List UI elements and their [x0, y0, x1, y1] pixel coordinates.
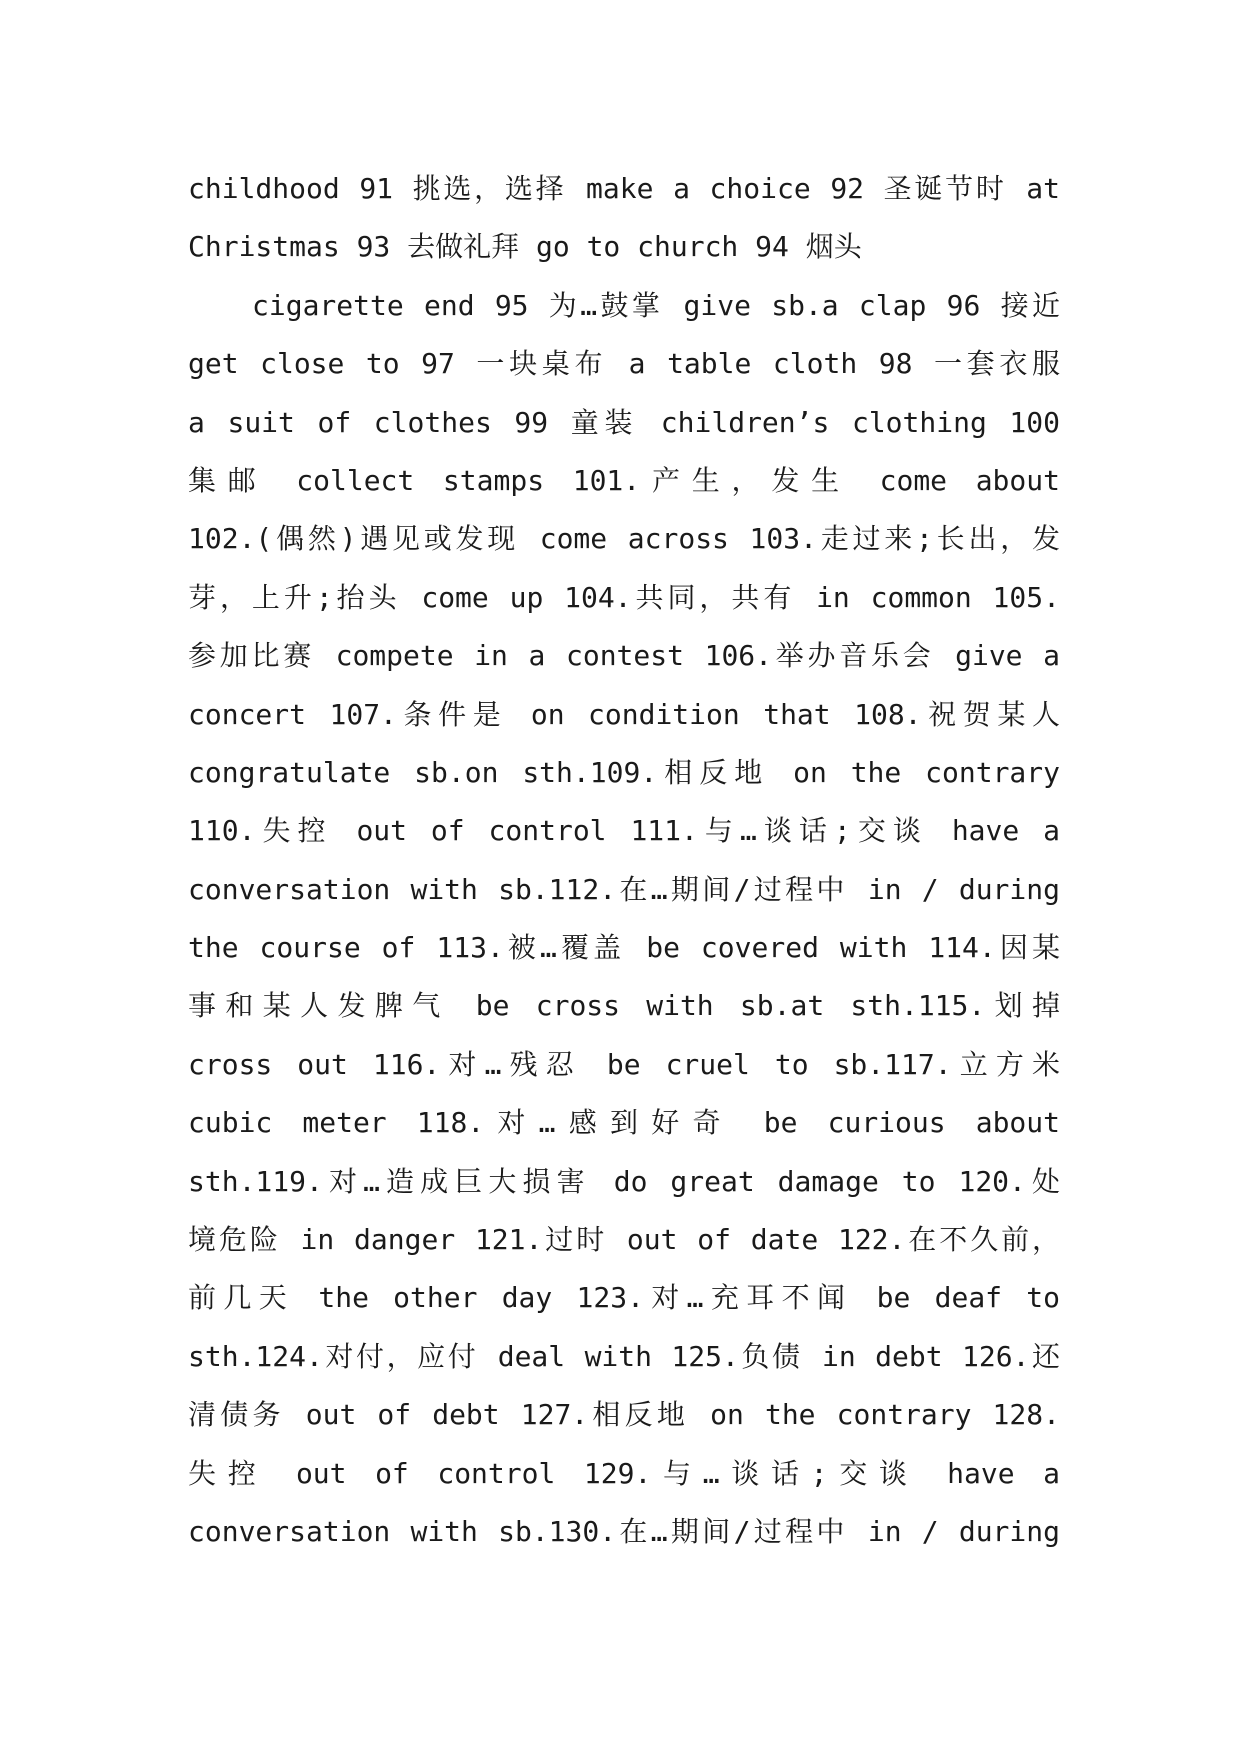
text-line: cross out 116.对…残忍 be cruel to sb.117.立方米 [188, 1047, 1060, 1081]
text-line: sth.119.对…造成巨大损害 do great damage to 120.处 [188, 1164, 1060, 1198]
text-line: 集邮 collect stamps 101.产生，发生 come about [188, 463, 1060, 497]
text-line: Christmas 93 去做礼拜 go to church 94 烟头 [188, 230, 862, 264]
text-line: conversation with sb.112.在…期间/过程中 in / during [188, 872, 1060, 906]
text-line: cigarette end 95 为…鼓掌 give sb.a clap 96 接近 [252, 288, 1060, 322]
text-line: conversation with sb.130.在…期间/过程中 in / during [188, 1514, 1060, 1548]
text-line: 前几天 the other day 123.对…充耳不闻 be deaf to [188, 1281, 1060, 1315]
vocabulary-text-block [188, 160, 1060, 1561]
text-line: a suit of clothes 99 童装 children’s clothing 100 [188, 405, 1060, 439]
text-line: 境危险 in danger 121.过时 out of date 122.在不久前， [188, 1223, 1060, 1257]
text-line: congratulate sb.on sth.109.相反地 on the contrary [188, 755, 1060, 789]
text-line: the course of 113.被…覆盖 be covered with 114.因某 [188, 931, 1060, 965]
text-line: 失控 out of control 129.与…谈话;交谈 have a [188, 1456, 1060, 1490]
text-line: sth.124.对付，应付 deal with 125.负债 in debt 126.还 [188, 1339, 1060, 1373]
text-line: concert 107.条件是 on condition that 108.祝贺某人 [188, 697, 1060, 731]
text-line: childhood 91 挑选，选择 make a choice 92 圣诞节时 at [188, 172, 1060, 205]
text-line: get close to 97 一块桌布 a table cloth 98 一套衣服 [188, 347, 1060, 381]
text-line: 参加比赛 compete in a contest 106.举办音乐会 give a [188, 639, 1060, 673]
text-line: 事和某人发脾气 be cross with sb.at sth.115.划掉 [188, 989, 1060, 1023]
text-line: 清债务 out of debt 127.相反地 on the contrary 128. [188, 1398, 1060, 1432]
text-line: 102.(偶然)遇见或发现 come across 103.走过来;长出，发 [188, 522, 1060, 556]
text-line: 芽，上升;抬头 come up 104.共同，共有 in common 105. [188, 580, 1060, 614]
text-line: 110.失控 out of control 111.与…谈话;交谈 have a [188, 814, 1060, 848]
text-line: cubic meter 118.对…感到好奇 be curious about [188, 1106, 1060, 1140]
